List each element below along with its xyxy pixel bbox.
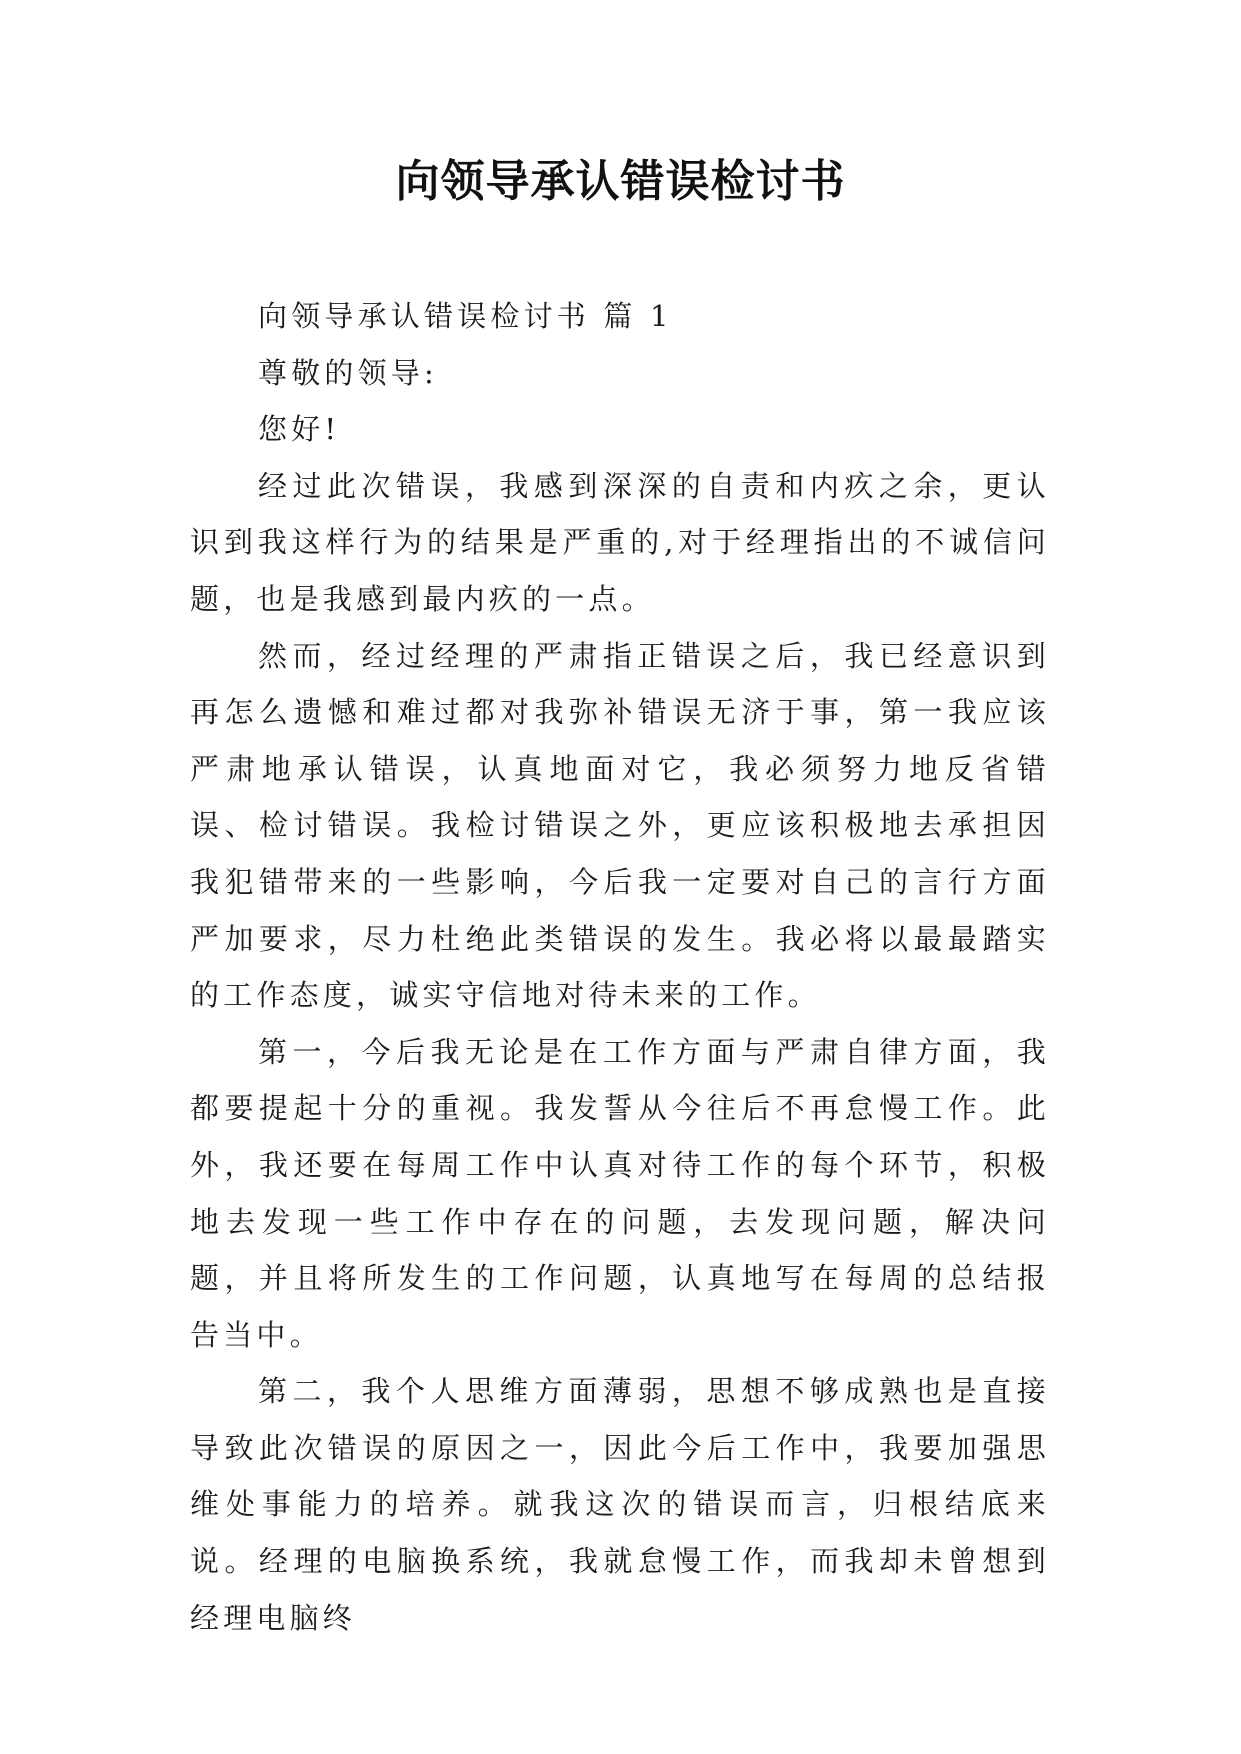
greeting: 您好! [258, 412, 341, 447]
paragraph: 然而，经过经理的严肃指正错误之后，我已经意识到再怎么遗憾和难过都对我弥补错误无济于事，第一我应该严肃地承认错误，认真地面对它，我必须努力地反省错误、检讨错误。我检讨错误之外，更应该积极地去承担因我犯错带来的一些影响，今后我一定要对自己的言行方面严加要求，尽力杜绝此类错误的发生。我必将以最最踏实的工作态度，诚实守信地对待未来的工作。 [190, 638, 1050, 1013]
paragraph: 第一，今后我无论是在工作方面与严肃自律方面，我都要提起十分的重视。我发誓从今往后不再怠慢工作。此外，我还要在每周工作中认真对待工作的每个环节，积极地去发现一些工作中存在的问题，去发现问题，解决问题，并且将所发生的工作问题，认真地写在每周的总结报告当中。 [190, 1034, 1050, 1352]
document-title: 向领导承认错误检讨书 [395, 156, 846, 207]
paragraph: 第二，我个人思维方面薄弱，思想不够成熟也是直接导致此次错误的原因之一，因此今后工作中，我要加强思维处事能力的培养。就我这次的错误而言，归根结底来说。经理的电脑换系统，我就怠慢工作，而我却未曾想到经理电脑终 [190, 1374, 1050, 1635]
paragraph: 经过此次错误，我感到深深的自责和内疚之余，更认识到我这样行为的结果是严重的,对于经理指出的不诚信问题，也是我感到最内疚的一点。 [190, 468, 1050, 616]
section-heading: 向领导承认错误检讨书 篇 1 [258, 299, 673, 333]
document-body [190, 288, 1050, 1646]
salutation: 尊敬的领导: [258, 355, 438, 390]
